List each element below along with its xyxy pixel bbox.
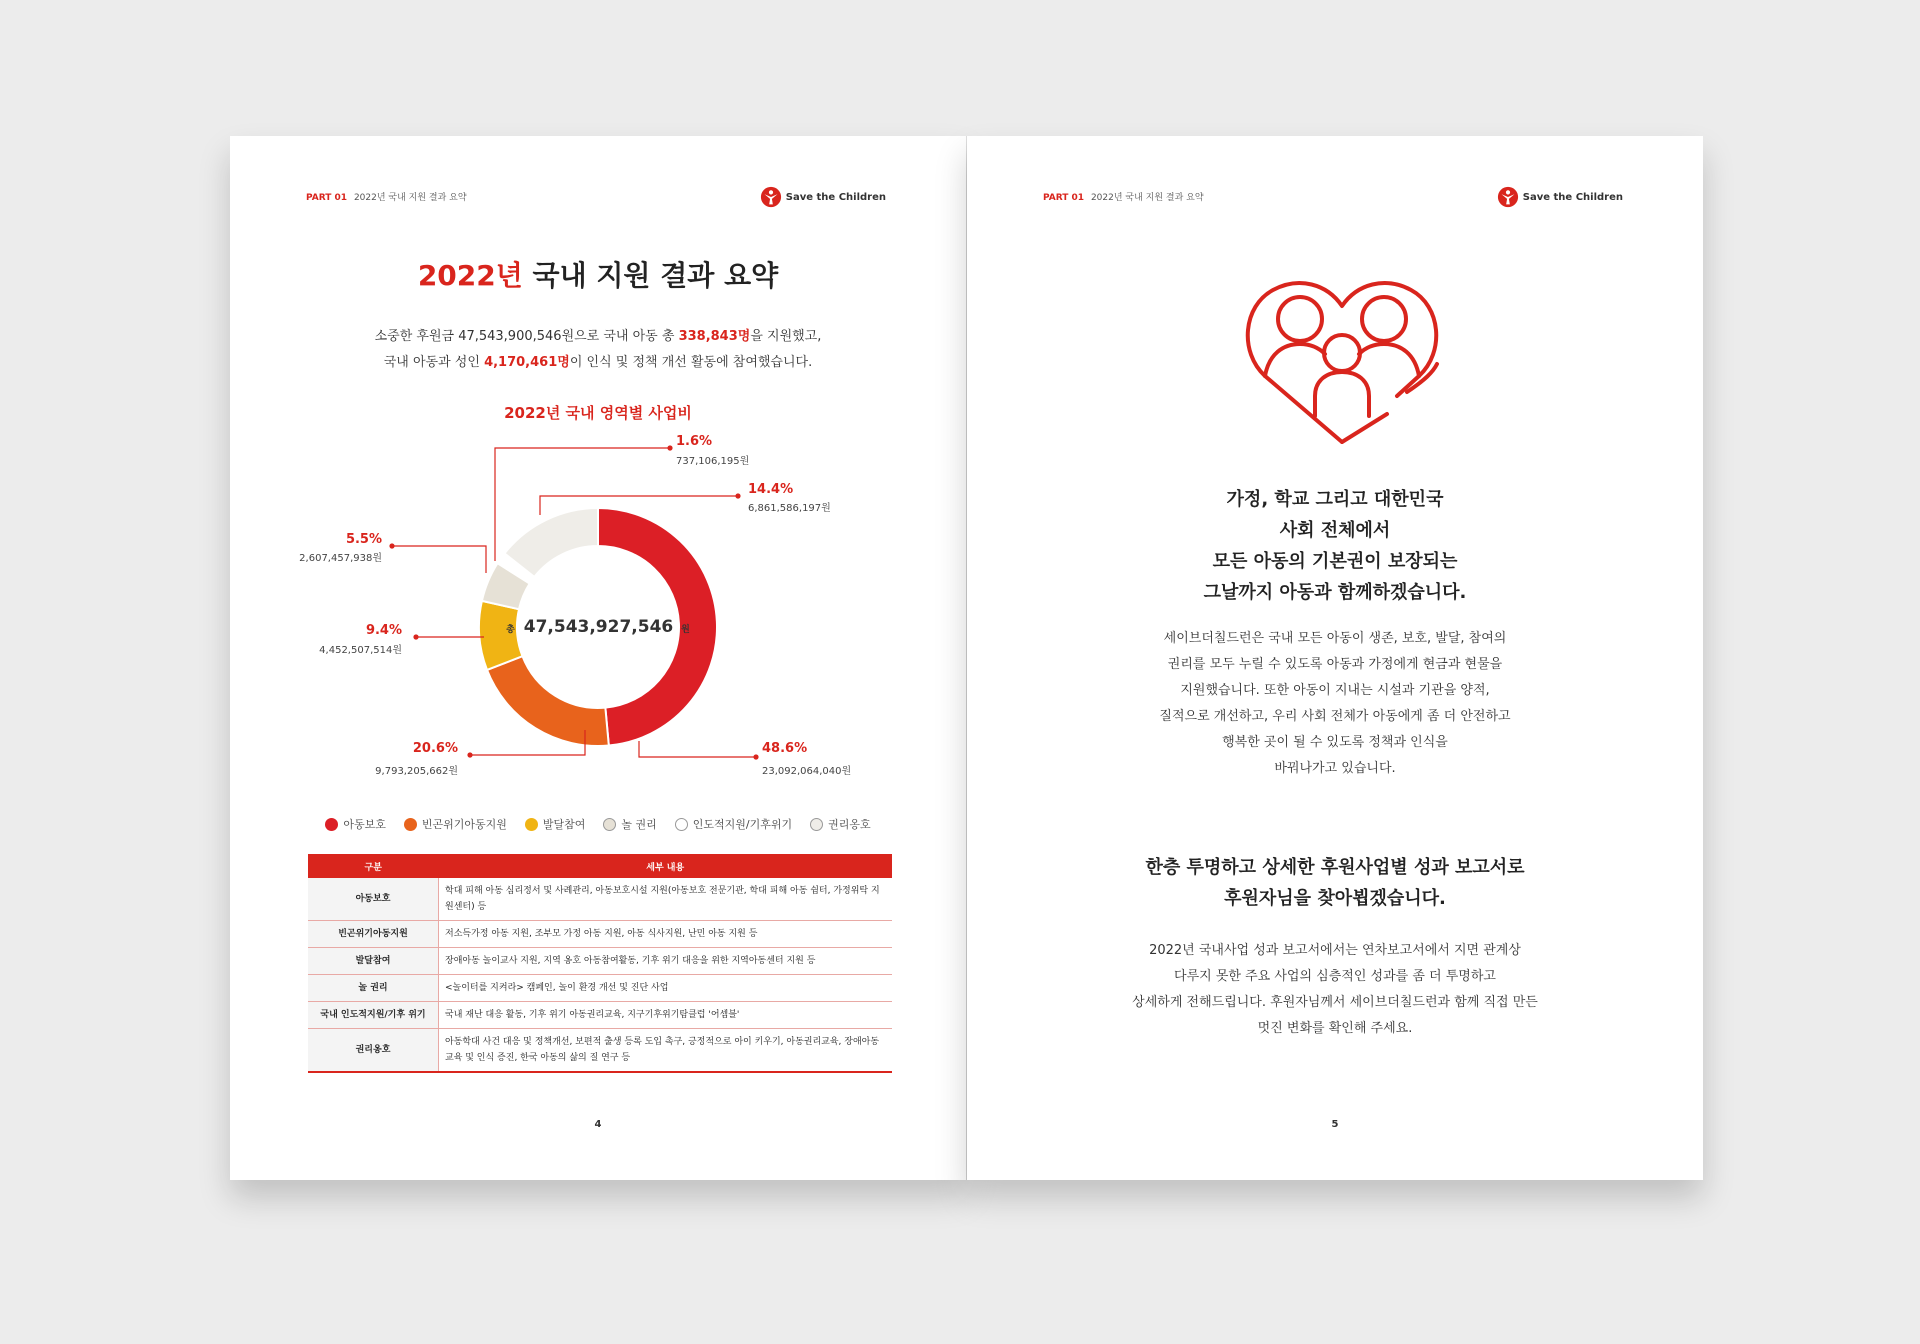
title-year: 2022년 [417, 259, 523, 292]
table-row [308, 921, 892, 948]
budget-donut-chart [230, 136, 966, 796]
body-line: 상세하게 전해드립니다. 후원자님께서 세이브더칠드런과 함께 직접 만든 [1132, 995, 1538, 1010]
slice-percent-label: 48.6% [762, 741, 808, 756]
donut-slice-1 [487, 656, 609, 746]
legend-item [325, 816, 386, 832]
table-row [308, 1029, 892, 1073]
body-paragraph-1 [967, 626, 1703, 782]
body-line: 바꿔나가고 있습니다. [1274, 761, 1396, 776]
leader-line [392, 546, 486, 573]
intro-participants-count: 4,170,461명 [484, 355, 570, 370]
legend-item [404, 816, 507, 832]
vision-statement [967, 484, 1703, 608]
slice-percent-label: 9.4% [365, 623, 402, 638]
table-cell-detail: 장애아동 놀이교사 지원, 지역 옹호 아동참여활동, 기후 위기 대응을 위한 지역아동센터 지원 등 [439, 948, 893, 975]
vision-line: 그날까지 아동과 함께하겠습니다. [1203, 582, 1467, 603]
legend-label: 발달참여 [542, 818, 586, 831]
legend-label: 놀 권리 [621, 818, 657, 831]
leader-dot [413, 634, 418, 639]
body-line: 행복한 곳이 될 수 있도록 정책과 인식을 [1222, 735, 1448, 750]
legend-swatch [603, 818, 616, 831]
table-cell-category: 놀 권리 [308, 975, 439, 1002]
table-header-category: 구분 [308, 854, 439, 878]
leader-dot [667, 445, 672, 450]
heart-family-icon [1237, 264, 1447, 444]
intro-l1c: 을 지원했고, [750, 329, 822, 344]
left-page [230, 136, 966, 1180]
vision-line: 모든 아동의 기본권이 보장되는 [1212, 551, 1458, 572]
leader-dot [389, 543, 394, 548]
page-number: 4 [594, 1119, 602, 1130]
intro-l1a: 소중한 후원금 47,543,900,546원으로 국내 아동 총 [374, 329, 679, 344]
table-cell-detail: 저소득가정 아동 지원, 조부모 가정 아동 지원, 아동 식사지원, 난민 아동 지원 등 [439, 921, 893, 948]
chart-total-prefix: 총 [506, 625, 515, 635]
table-cell-detail: 국내 재난 대응 활동, 기후 위기 아동권리교육, 지구기후위기탐클럽 '어셈블' [439, 1002, 893, 1029]
leader-dot [753, 754, 758, 759]
slice-amount-label: 737,106,195원 [676, 456, 750, 467]
table-header-detail: 세부 내용 [439, 854, 893, 878]
table-cell-detail: 아동학대 사건 대응 및 정책개선, 보편적 출생 등록 도입 촉구, 긍정적으로 아이 키우기, 아동권리교육, 장애아동 교육 및 인식 증진, 한국 아동의 삶의 질 연구 등 [439, 1029, 893, 1073]
table-row [308, 975, 892, 1002]
chart-total-unit: 원 [681, 625, 690, 635]
right-page [967, 136, 1703, 1180]
subhead-line: 한층 투명하고 상세한 후원사업별 성과 보고서로 [1145, 857, 1525, 878]
logo-text: Save the Children [1522, 191, 1623, 203]
report-subheading [967, 852, 1703, 914]
legend-item [525, 816, 586, 832]
table-cell-category: 권리옹호 [308, 1029, 439, 1073]
table-cell-detail: <놀이터를 지켜라> 캠페인, 놀이 환경 개선 및 진단 사업 [439, 975, 893, 1002]
header-part-label: PART 01 [1043, 193, 1085, 203]
subhead-line: 후원자님을 찾아뵙겠습니다. [1224, 888, 1446, 909]
legend-label: 인도적지원/기후위기 [692, 818, 793, 831]
slice-percent-label: 14.4% [748, 482, 794, 497]
legend-label: 빈곤위기아동지원 [421, 818, 507, 831]
vision-line: 가정, 학교 그리고 대한민국 [1226, 489, 1444, 510]
chart-legend [230, 816, 966, 832]
legend-item [603, 816, 656, 832]
header-part-label: PART 01 [306, 193, 348, 203]
chart-total [506, 617, 690, 637]
table-header-row [308, 854, 892, 878]
leader-line [639, 741, 756, 757]
table-row [308, 948, 892, 975]
intro-l2c: 이 인식 및 정책 개선 활동에 참여했습니다. [569, 355, 813, 370]
body-line: 질적으로 개선하고, 우리 사회 전체가 아동에게 좀 더 안전하고 [1159, 709, 1511, 724]
table-cell-category: 아동보호 [308, 878, 439, 921]
header-section-label: 2022년 국내 지원 결과 요약 [353, 193, 467, 203]
body-line: 세이브더칠드런은 국내 모든 아동이 생존, 보호, 발달, 참여의 [1163, 631, 1507, 646]
table-cell-category: 발달참여 [308, 948, 439, 975]
body-paragraph-2 [967, 938, 1703, 1042]
slice-amount-label: 6,861,586,197원 [748, 503, 831, 514]
legend-item [675, 816, 792, 832]
body-line: 다루지 못한 주요 사업의 심층적인 성과를 좀 더 투명하고 [1174, 969, 1496, 984]
table-cell-category: 빈곤위기아동지원 [308, 921, 439, 948]
legend-swatch [525, 818, 538, 831]
legend-swatch [675, 818, 688, 831]
legend-swatch [325, 818, 338, 831]
slice-amount-label: 23,092,064,040원 [762, 766, 852, 777]
slice-amount-label: 4,452,507,514원 [319, 645, 402, 656]
page-number: 5 [1331, 1119, 1339, 1130]
table-cell-category: 국내 인도적지원/기후 위기 [308, 1002, 439, 1029]
body-line: 권리를 모두 누릴 수 있도록 아동과 가정에게 현금과 현물을 [1167, 657, 1503, 672]
table-row [308, 878, 892, 921]
legend-swatch [810, 818, 823, 831]
leader-dot [467, 752, 472, 757]
logo-text: Save the Children [785, 191, 886, 203]
leader-dot [735, 493, 740, 498]
legend-item [810, 816, 871, 832]
title-rest: 국내 지원 결과 요약 [522, 259, 779, 292]
header-section-label: 2022년 국내 지원 결과 요약 [1090, 193, 1204, 203]
body-line: 지원했습니다. 또한 아동이 지내는 시설과 기관을 양적, [1180, 683, 1490, 698]
chart-total-value: 47,543,927,546 [523, 617, 674, 637]
detail-table [308, 854, 892, 1073]
legend-label: 권리옹호 [828, 818, 871, 831]
slice-amount-label: 2,607,457,938원 [299, 553, 382, 564]
body-line: 멋진 변화를 확인해 주세요. [1257, 1021, 1413, 1036]
legend-swatch [404, 818, 417, 831]
slice-percent-label: 1.6% [676, 434, 713, 449]
slice-percent-label: 20.6% [412, 741, 458, 756]
intro-l2a: 국내 아동과 성인 [383, 355, 485, 370]
vision-line: 사회 전체에서 [1279, 520, 1391, 541]
save-the-children-logo [1497, 186, 1623, 208]
table-cell-detail: 학대 피해 아동 심리정서 및 사례관리, 아동보호시설 지원(아동보호 전문기관, 학대 피해 아동 쉼터, 가정위탁 지원센터) 등 [439, 878, 893, 921]
chart-title: 2022년 국내 영역별 사업비 [504, 404, 692, 422]
save-the-children-logo-icon [1497, 186, 1519, 208]
slice-percent-label: 5.5% [345, 532, 382, 547]
legend-label: 아동보호 [343, 818, 386, 831]
body-line: 2022년 국내사업 성과 보고서에서는 연차보고서에서 지면 관계상 [1149, 943, 1521, 958]
intro-children-count: 338,843명 [678, 329, 751, 344]
table-row [308, 1002, 892, 1029]
slice-amount-label: 9,793,205,662원 [375, 766, 458, 777]
page-header [1043, 190, 1204, 203]
